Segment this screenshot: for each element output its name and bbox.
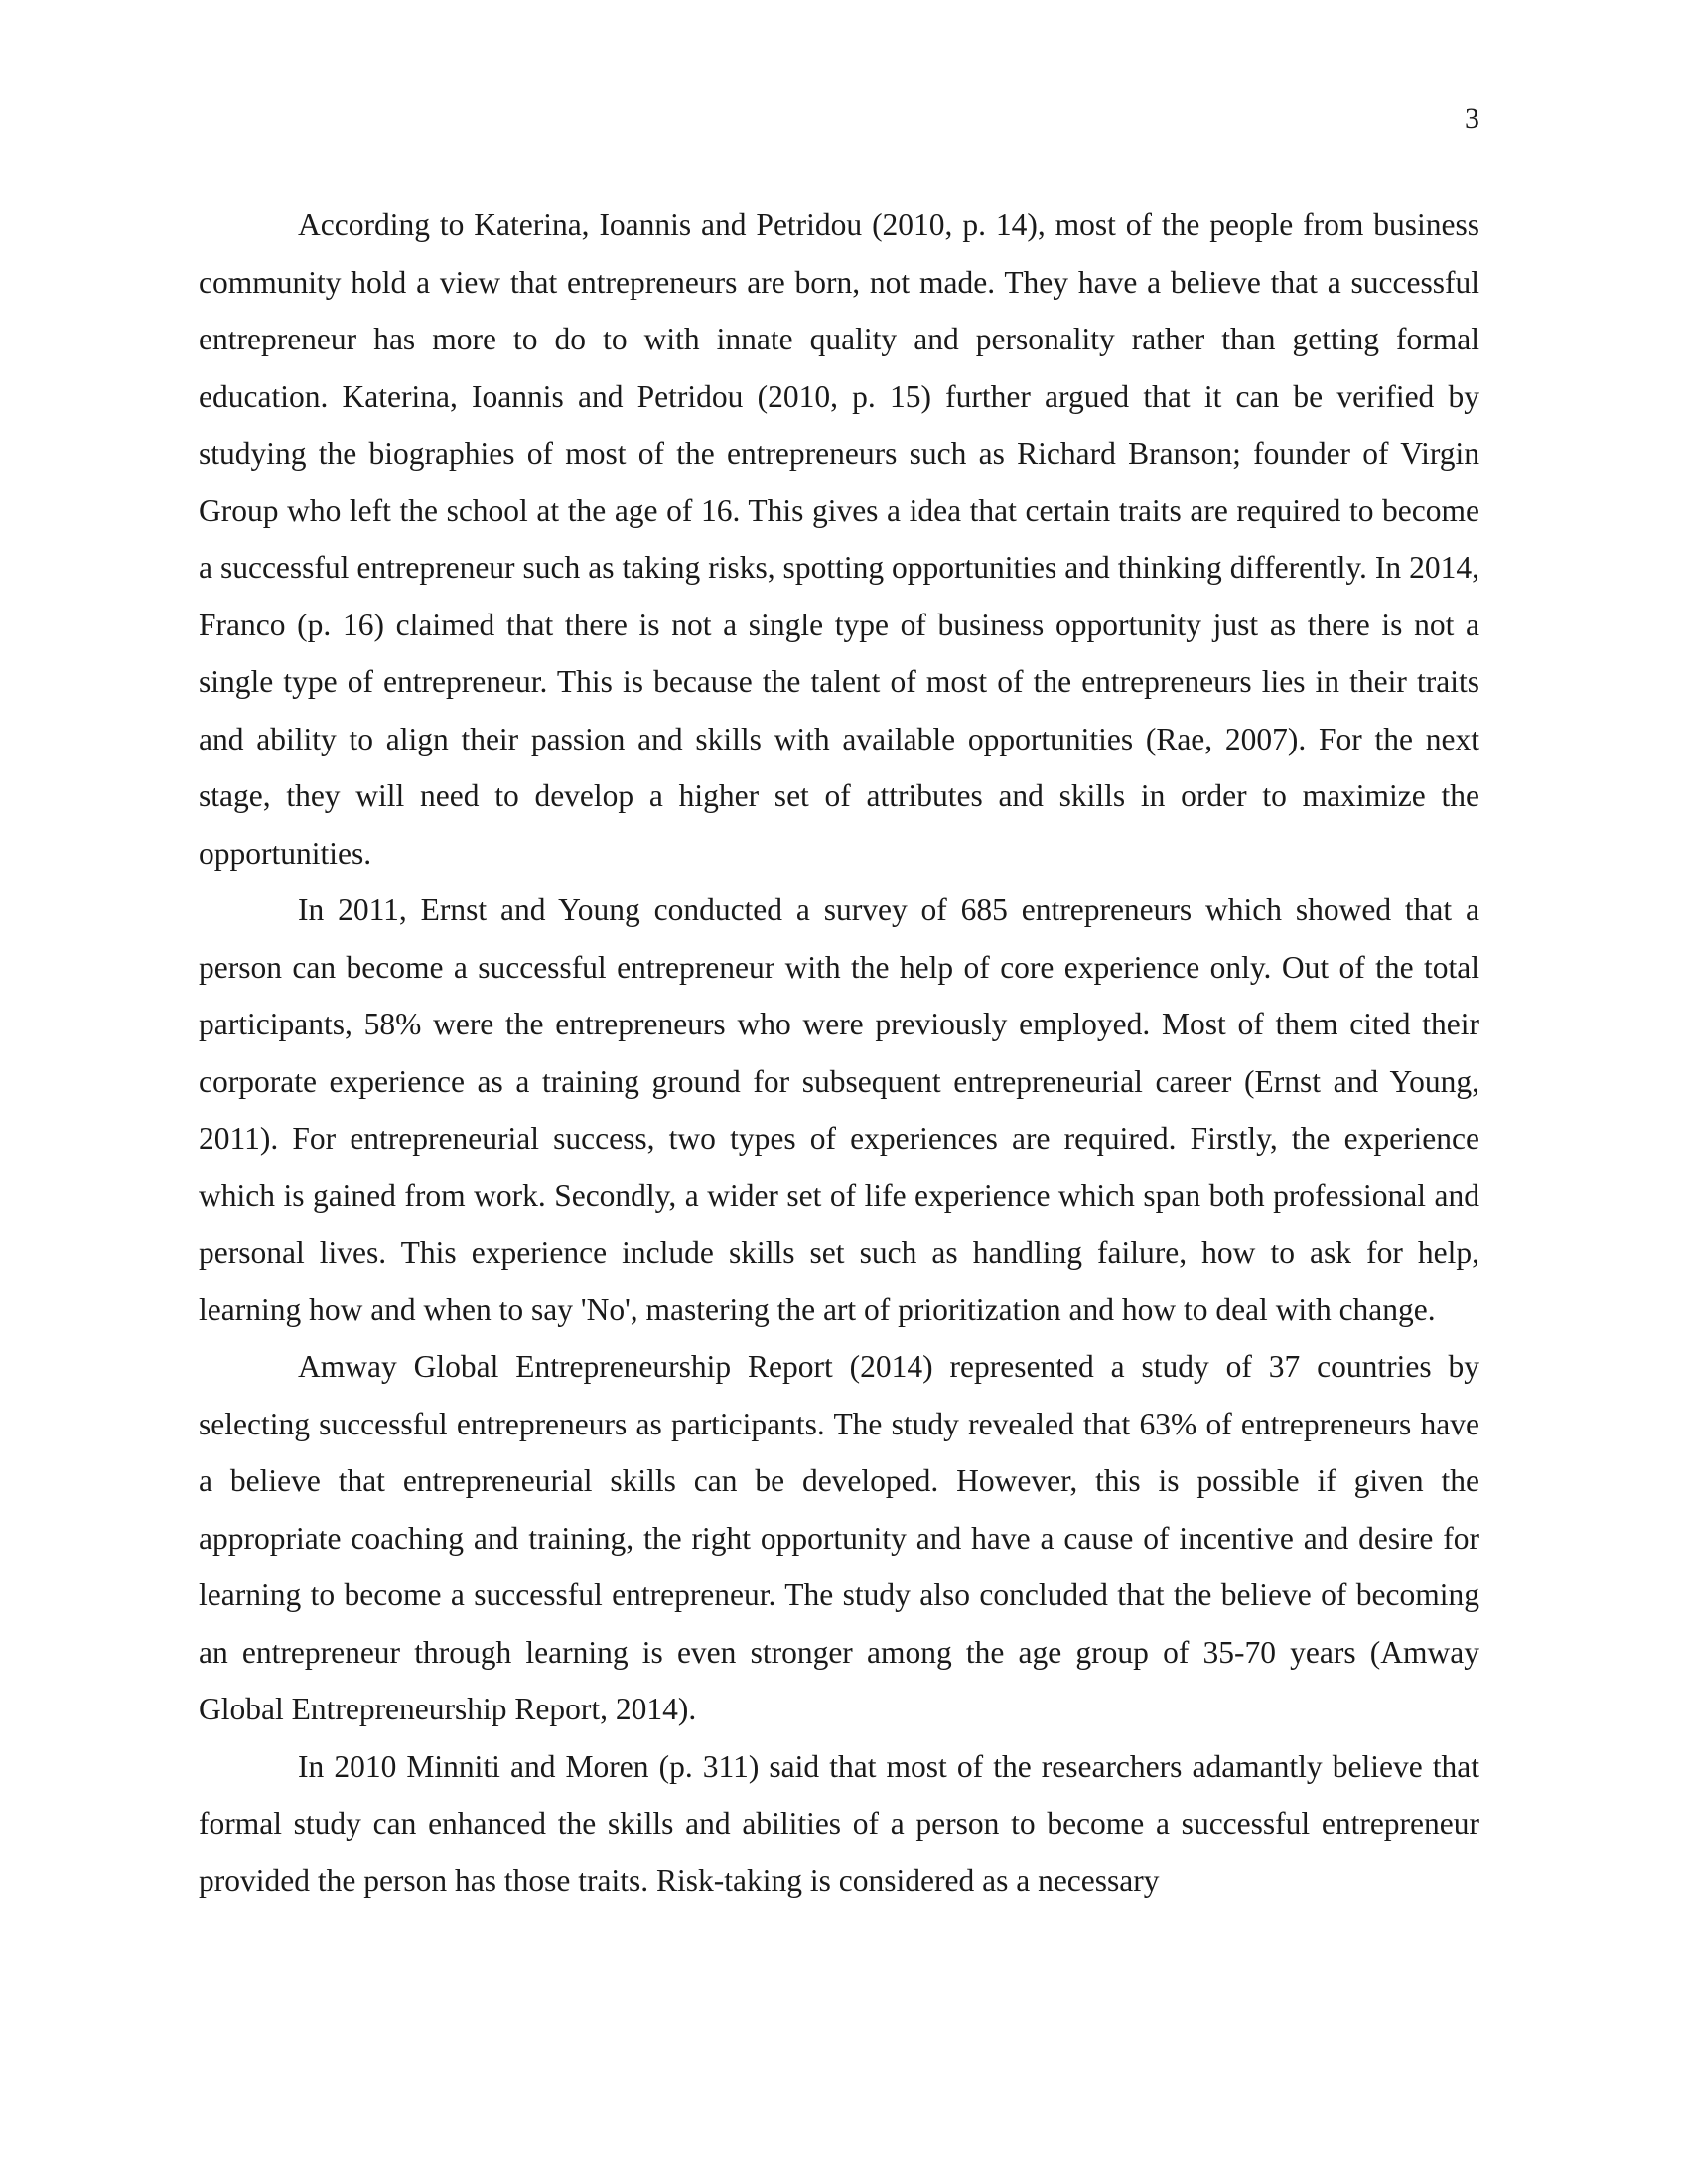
page-number: 3 bbox=[1465, 102, 1479, 135]
paragraph-3: Amway Global Entrepreneurship Report (2014) represented a study of 37 countries by selecting successful entrepreneurs as participants. The study revealed that 63% of entrepreneurs have a believe that entrepreneurial skills can be developed. However, this is possible if given the appropriate coaching and training, the right opportunity and have a cause of incentive and desire for learning to become a successful entrepreneur. The study also concluded that the believe of becoming an entrepreneur through learning is even stronger among the age group of 35-70 years (Amway Global Entrepreneurship Report, 2014). bbox=[199, 1349, 1479, 1726]
paragraph-1: According to Katerina, Ioannis and Petridou (2010, p. 14), most of the people from business community hold a view that entrepreneurs are born, not made. They have a believe that a successful entrepreneur has more to do to with innate quality and personality rather than getting formal education. Katerina, Ioannis and Petridou (2010, p. 15) further argued that it can be verified by studying the biographies of most of the entrepreneurs such as Richard Branson; founder of Virgin Group who left the school at the age of 16. This gives a idea that certain traits are required to become a successful entrepreneur such as taking risks, spotting opportunities and thinking differently. In 2014, Franco (p. 16) claimed that there is not a single type of business opportunity just as there is not a single type of entrepreneur. This is because the talent of most of the entrepreneurs lies in their traits and ability to align their passion and skills with available opportunities (Rae, 2007). For the next stage, they will need to develop a higher set of attributes and skills in order to maximize the opportunities. bbox=[199, 207, 1479, 871]
paragraph-4: In 2010 Minniti and Moren (p. 311) said that most of the researchers adamantly believe that formal study can enhanced the skills and abilities of a person to become a successful entrepreneur provided the person has those traits. Risk-taking is considered as a necessary bbox=[199, 1748, 1479, 1898]
paragraph-2: In 2011, Ernst and Young conducted a survey of 685 entrepreneurs which showed that a person can become a successful entrepreneur with the help of core experience only. Out of the total participants, 58% were the entrepreneurs who were previously employed. Most of them cited their corporate experience as a training ground for subsequent entrepreneurial career (Ernst and Young, 2011). For entrepreneurial success, two types of experiences are required. Firstly, the experience which is gained from work. Secondly, a wider set of life experience which span both professional and personal lives. This experience include skills set such as handling failure, how to ask for help, learning how and when to say 'No', mastering the art of prioritization and how to deal with change. bbox=[199, 892, 1479, 1327]
document-body bbox=[199, 197, 1479, 1909]
